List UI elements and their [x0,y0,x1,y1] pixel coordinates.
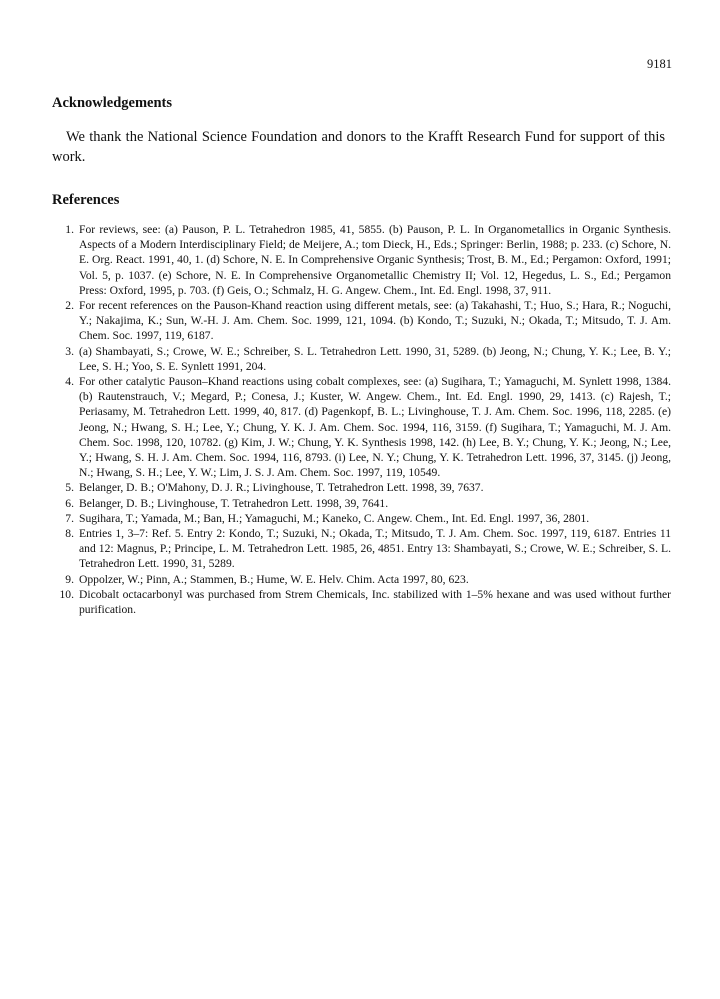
reference-number: 3. [65,344,74,358]
references-heading: References [52,192,120,208]
reference-text: For recent references on the Pauson-Khand reaction using different metals, see: (a) Takahashi, T.; Huo, S.; Hara, R.; Noguchi, Y.; Nakajima, K.; Sun, W.-H. J. Am. Chem. Soc. 1999, 121, 1094. (b) Kondo, T.; Suzuki, N.; Okada, T.; Mitsudo, T. J. Am. Chem. Soc. 1997, 119, 6187. [79,299,671,343]
reference-item [52,344,671,374]
reference-text: Sugihara, T.; Yamada, M.; Ban, H.; Yamaguchi, M.; Kaneko, C. Angew. Chem., Int. Ed. Engl. 1997, 36, 2801. [79,511,590,525]
reference-item [52,496,671,511]
reference-item [52,587,671,617]
reference-item [52,298,671,344]
reference-number: 2. [65,299,74,313]
reference-item [52,572,671,587]
reference-item [52,511,671,526]
acknowledgements-heading: Acknowledgements [52,95,173,111]
reference-text: (a) Shambayati, S.; Crowe, W. E.; Schreiber, S. L. Tetrahedron Lett. 1990, 31, 5289. (b) Jeong, N.; Chung, Y. K.; Lee, B. Y.; Lee, S. H.; Yoo, S. E. Synlett 1991, 204. [79,344,671,373]
reference-text: Belanger, D. B.; Livinghouse, T. Tetrahedron Lett. 1998, 39, 7641. [79,496,389,510]
references-list [52,222,671,617]
reference-number: 5. [65,481,74,495]
reference-text: Oppolzer, W.; Pinn, A.; Stammen, B.; Hume, W. E. Helv. Chim. Acta 1997, 80, 623. [79,572,469,586]
reference-item [52,526,671,572]
reference-text: For other catalytic Pauson–Khand reactions using cobalt complexes, see: (a) Sugihara, T.; Yamaguchi, M. Synlett 1998, 1384. (b) Rautenstrauch, V.; Megard, P.; Conesa, J.; Kuster, W. Angew. Chem., Int. Ed. Engl. 1990, 29, 1413. (c) Rajesh, T.; Periasamy, M. Tetrahedron Lett. 1999, 40, 817. (d) Pagenkopf, B. L.; Livinghouse, T. J. Am. Chem. Soc. 1996, 118, 2285. (e) Jeong, N.; Hwang, S. H.; Lee, Y.; Chung, Y. K. J. Am. Chem. Soc. 1994, 116, 3159. (f) Sugihara, T.; Yamaguchi, M. J. Am. Chem. Soc. 1998, 120, 10782. (g) Kim, J. W.; Chung, Y. K. Synthesis 1998, 142. (h) Lee, B. Y.; Chung, Y. K.; Jeong, N.; Lee, Y.; Hwang, S. H. J. Am. Chem. Soc. 1994, 116, 8793. (i) Lee, N. Y.; Chung, Y. K. Tetrahedron Lett. 1996, 37, 3145. (j) Jeong, N.; Hwang, S. H.; Lee, Y. W.; Lim, J. S. J. Am. Chem. Soc. 1997, 119, 10549. [79,375,671,480]
reference-number: 10. [59,587,74,601]
reference-text: For reviews, see: (a) Pauson, P. L. Tetrahedron 1985, 41, 5855. (b) Pauson, P. L. In Organometallics in Organic Synthesis. Aspects of a Modern Interdisciplinary Field; de Meijere, A.; tom Dieck, H., Eds.; Springer: Berlin, 1988; p. 233. (c) Schore, N. E. Org. React. 1991, 40, 1. (d) Schore, N. E. In Comprehensive Organic Synthesis; Trost, B. M., Ed.; Pergamon: Oxford, 1991; Vol. 5, p. 1037. (e) Schore, N. E. In Comprehensive Organometallic Chemistry II; Vol. 12, Hegedus, L. S., Ed.; Pergamon Press: Oxford, 1995, p. 703. (f) Geis, O.; Schmalz, H. G. Angew. Chem., Int. Ed. Engl. 1998, 37, 911. [79,223,671,297]
reference-number: 7. [65,511,74,525]
reference-number: 6. [65,496,74,510]
reference-item [52,222,671,298]
reference-number: 1. [65,223,74,236]
acknowledgements-text: We thank the National Science Foundation and donors to the Krafft Research Fund for support of this work. [52,129,665,165]
reference-text: Dicobalt octacarbonyl was purchased from Strem Chemicals, Inc. stabilized with 1–5% hexane and was used without further purification. [79,587,671,617]
reference-text: Entries 1, 3–7: Ref. 5. Entry 2: Kondo, T.; Suzuki, N.; Okada, T.; Mitsudo, T. J. Am. Chem. Soc. 1997, 119, 6187. Entries 11 and 12: Magnus, P.; Principe, L. M. Tetrahedron Lett. 1985, 26, 4851. Entry 13: Shambayati, S.; Crowe, W. E.; Schreiber, S. L. Tetrahedron Lett. 1990, 31, 5289. [79,527,671,571]
reference-text: Belanger, D. B.; O'Mahony, D. J. R.; Livinghouse, T. Tetrahedron Lett. 1998, 39, 7637. [79,481,484,495]
reference-item [52,480,671,495]
reference-number: 4. [65,375,74,389]
reference-number: 9. [65,572,74,586]
page-number: 9181 [647,57,672,71]
reference-number: 8. [65,527,74,541]
reference-item [52,374,671,480]
